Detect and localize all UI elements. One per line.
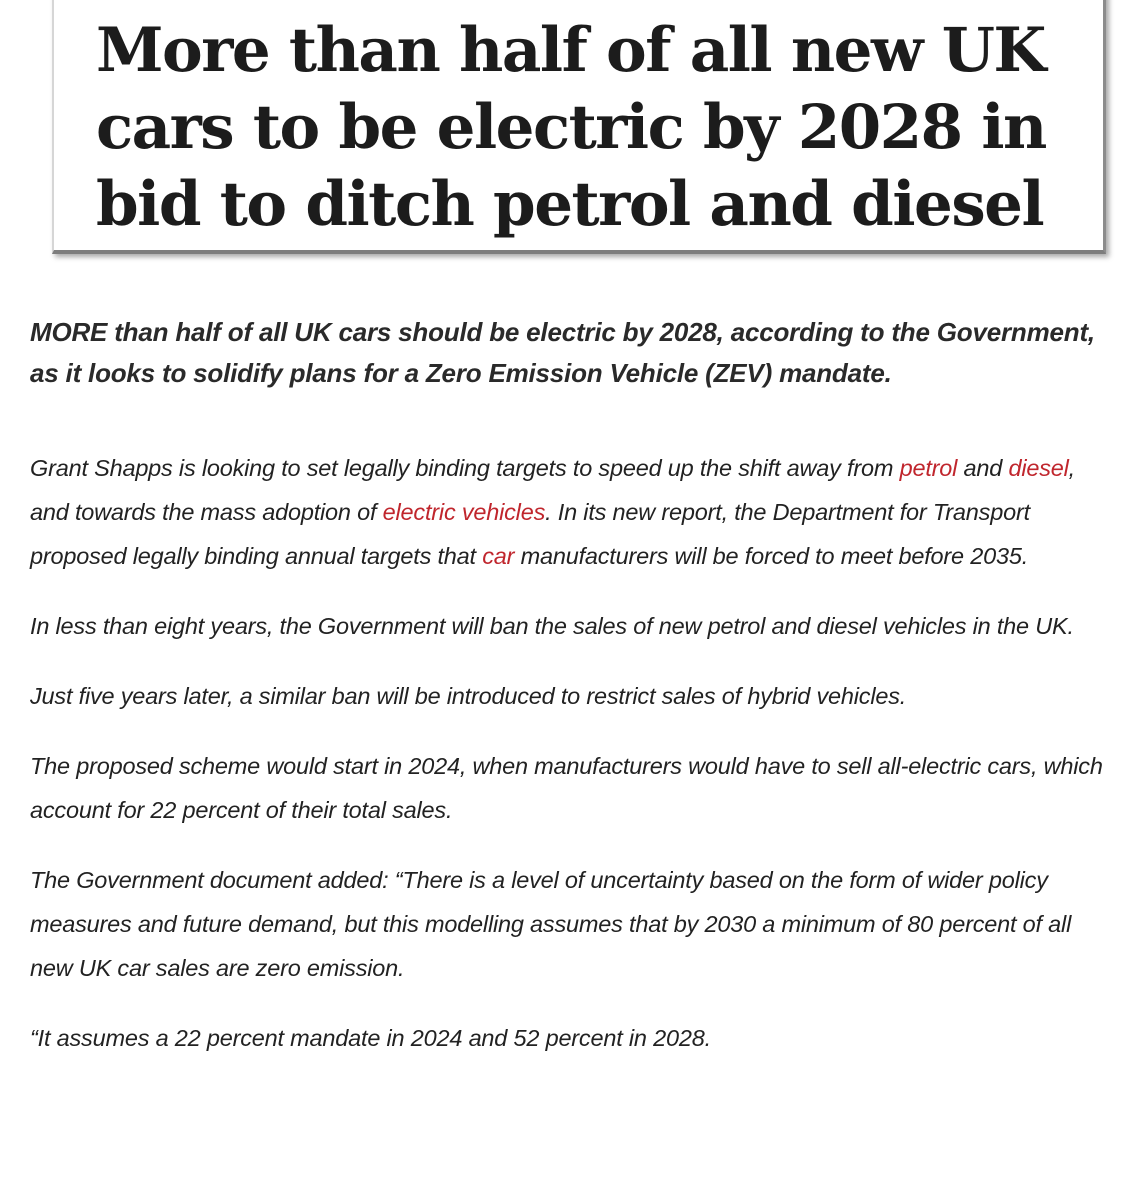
paragraph-1-text-2: and xyxy=(957,455,1009,481)
petrol-link[interactable]: petrol xyxy=(899,455,958,481)
paragraph-4: The proposed scheme would start in 2024, when manufacturers would have to sell all-electric cars, which account for 22 percent of their total sales. xyxy=(30,753,1103,823)
paragraph-1-text-5: manufacturers will be forced to meet before 2035. xyxy=(514,543,1029,569)
paragraph-3: Just five years later, a similar ban will be introduced to restrict sales of hybrid vehicles. xyxy=(30,683,907,709)
lead-paragraph: MORE than half of all UK cars should be electric by 2028, according to the Government, as it looks to solidify plans for a Zero Emission Vehicle (ZEV) mandate. xyxy=(30,317,1095,388)
diesel-link[interactable]: diesel xyxy=(1008,455,1069,481)
paragraph-1-text-1: Grant Shapps is looking to set legally binding targets to speed up the shift away from xyxy=(30,455,900,481)
paragraph-1 xyxy=(30,446,1115,578)
paragraph-1-text-3: , and towards the mass adoption of xyxy=(30,455,1075,525)
headline-box xyxy=(52,0,1106,254)
headline: More than half of all new UK cars to be electric by 2028 in bid to ditch petrol and diesel xyxy=(96,15,1046,240)
paragraph-6: “It assumes a 22 percent mandate in 2024 and 52 percent in 2028. xyxy=(30,1025,711,1051)
paragraph-5: The Government document added: “There is a level of uncertainty based on the form of wider policy measures and future demand, but this modelling assumes that by 2030 a minimum of 80 percent of all new UK car sales are zero emission. xyxy=(30,867,1072,981)
paragraph-1-text-4: . In its new report, the Department for Transport proposed legally binding annual targets that xyxy=(30,499,1030,569)
article-body xyxy=(30,312,1115,1086)
electric-vehicles-link[interactable]: electric vehicles xyxy=(382,499,546,525)
paragraph-2: In less than eight years, the Government will ban the sales of new petrol and diesel vehicles in the UK. xyxy=(30,613,1074,639)
car-link[interactable]: car xyxy=(482,543,515,569)
